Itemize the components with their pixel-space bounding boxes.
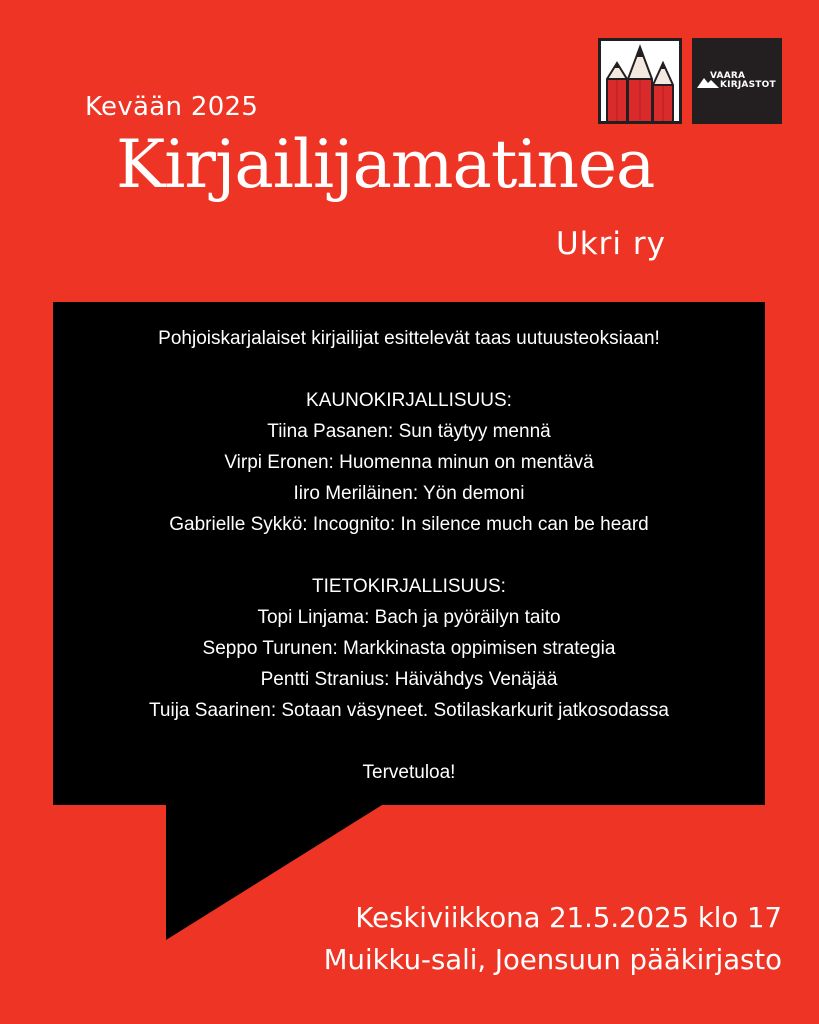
nonfiction-item: Tuija Saarinen: Sotaan väsyneet. Sotilaskarkurit jatkosodassa — [149, 700, 669, 721]
fiction-item: Gabrielle Sykkö: Incognito: In silence much can be heard — [169, 514, 649, 535]
nonfiction-item: Topi Linjama: Bach ja pyöräilyn taito — [257, 607, 561, 628]
fiction-heading: KAUNOKIRJALLISUUS: — [306, 390, 512, 411]
event-date: Keskiviikkona 21.5.2025 klo 17 — [355, 902, 782, 934]
closing-text: Tervetuloa! — [362, 762, 456, 783]
fiction-item: Virpi Eronen: Huomenna minun on mentävä — [224, 452, 594, 473]
nonfiction-item: Seppo Turunen: Markkinasta oppimisen strategia — [202, 638, 616, 659]
organizer-label: Ukri ry — [556, 226, 666, 262]
vaara-logo-line1: VAARA — [710, 71, 746, 81]
event-venue: Muikku-sali, Joensuun pääkirjasto — [323, 944, 782, 976]
nonfiction-heading: TIETOKIRJALLISUUS: — [312, 576, 506, 597]
vaara-logo-line2: KIRJASTOT — [720, 80, 776, 90]
season-label: Kevään 2025 — [85, 92, 259, 122]
page-title: Kirjailijamatinea — [116, 126, 655, 203]
nonfiction-item: Pentti Stranius: Häivähdys Venäjää — [260, 669, 558, 690]
fiction-item: Tiina Pasanen: Sun täytyy mennä — [267, 421, 551, 442]
bubble-content — [53, 323, 765, 788]
fiction-item: Iiro Meriläinen: Yön demoni — [293, 483, 525, 504]
intro-text: Pohjoiskarjalaiset kirjailijat esittelevät taas uutuusteoksiaan! — [158, 328, 660, 349]
